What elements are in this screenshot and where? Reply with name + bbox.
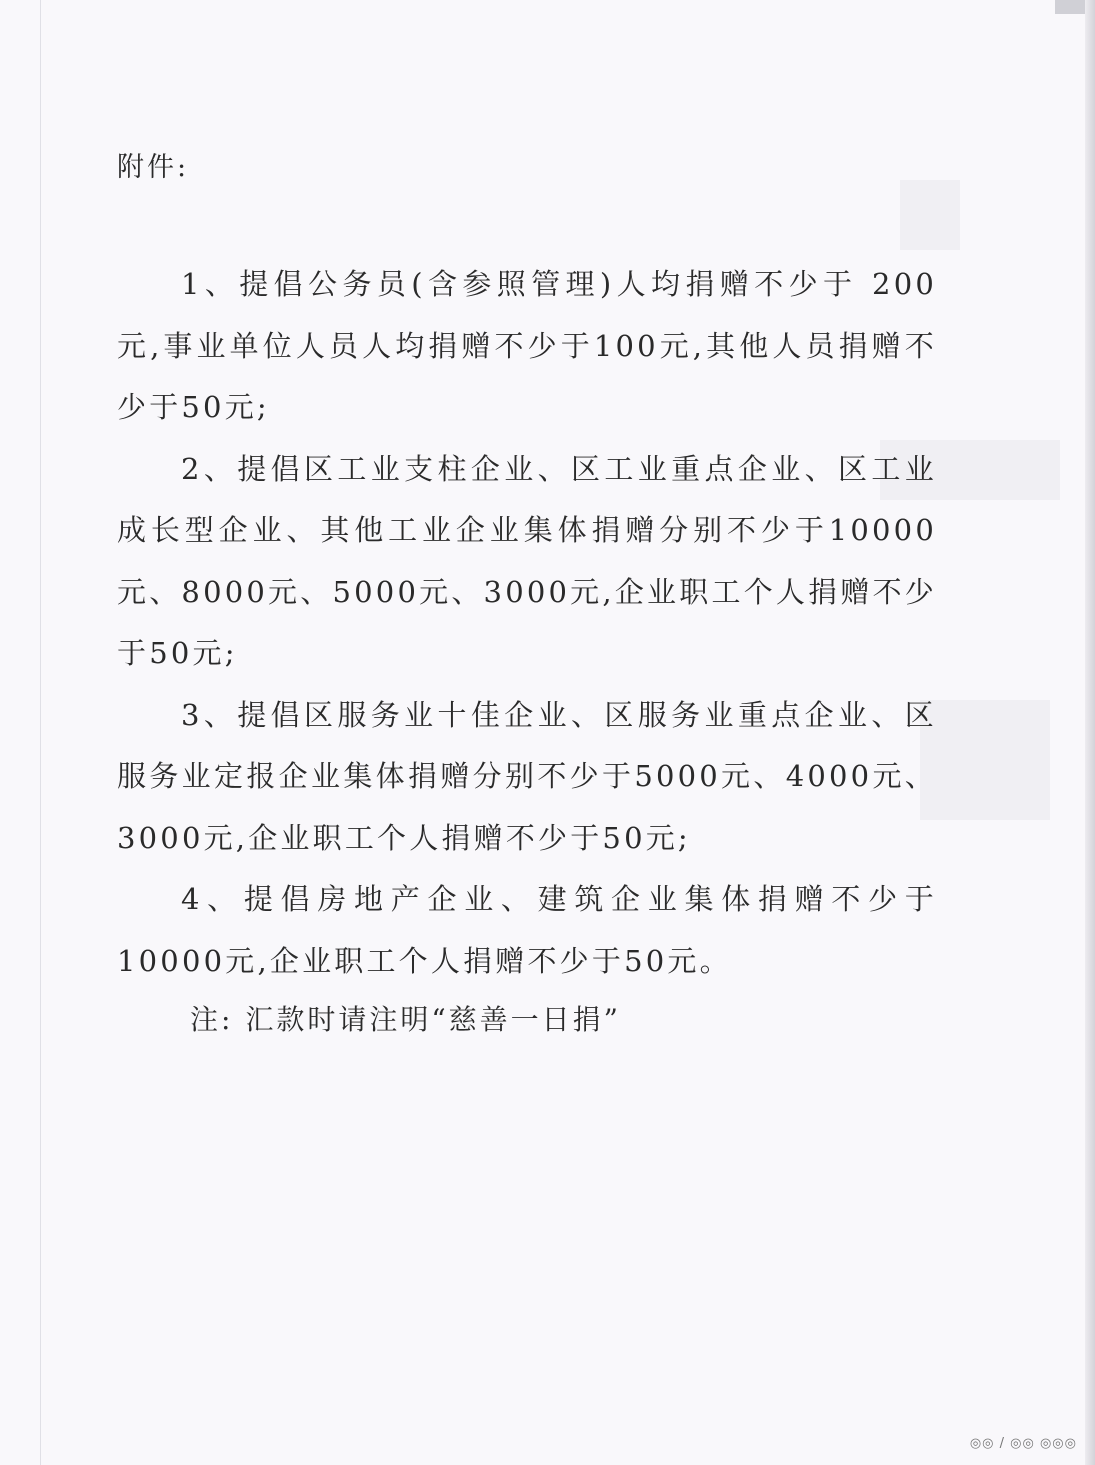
scan-top-mark (1055, 0, 1085, 14)
attachment-label: 附件: (117, 152, 190, 183)
remittance-note: 注: 汇款时请注明“慈善一日捐” (190, 1003, 621, 1036)
paragraph-item-3: 3、提倡区服务业十佳企业、区服务业重点企业、区服务业定报企业集体捐赠分别不少于5000元、4000元、3000元,企业职工个人捐赠不少于50元; (117, 697, 937, 855)
scan-left-edge (40, 0, 41, 1465)
scan-right-edge (1085, 0, 1095, 1465)
paragraph-item-2: 2、提倡区工业支柱企业、区工业重点企业、区工业成长型企业、其他工业企业集体捐赠分别不少于10000元、8000元、5000元、3000元,企业职工个人捐赠不少于50元; (117, 451, 937, 670)
paragraph-item-1: 1、提倡公务员(含参照管理)人均捐赠不少于 200 元,事业单位人员人均捐赠不少于100元,其他人员捐赠不少于50元; (117, 267, 937, 424)
document-body (117, 254, 937, 992)
show-through-artifact (920, 700, 1050, 820)
show-through-artifact (900, 180, 960, 250)
watermark: ◎◎ / ◎◎ ◎◎◎ (969, 1436, 1077, 1451)
paragraph-item-4: 4、提倡房地产企业、建筑企业集体捐赠不少于 10000元,企业职工个人捐赠不少于50元。 (117, 882, 937, 978)
